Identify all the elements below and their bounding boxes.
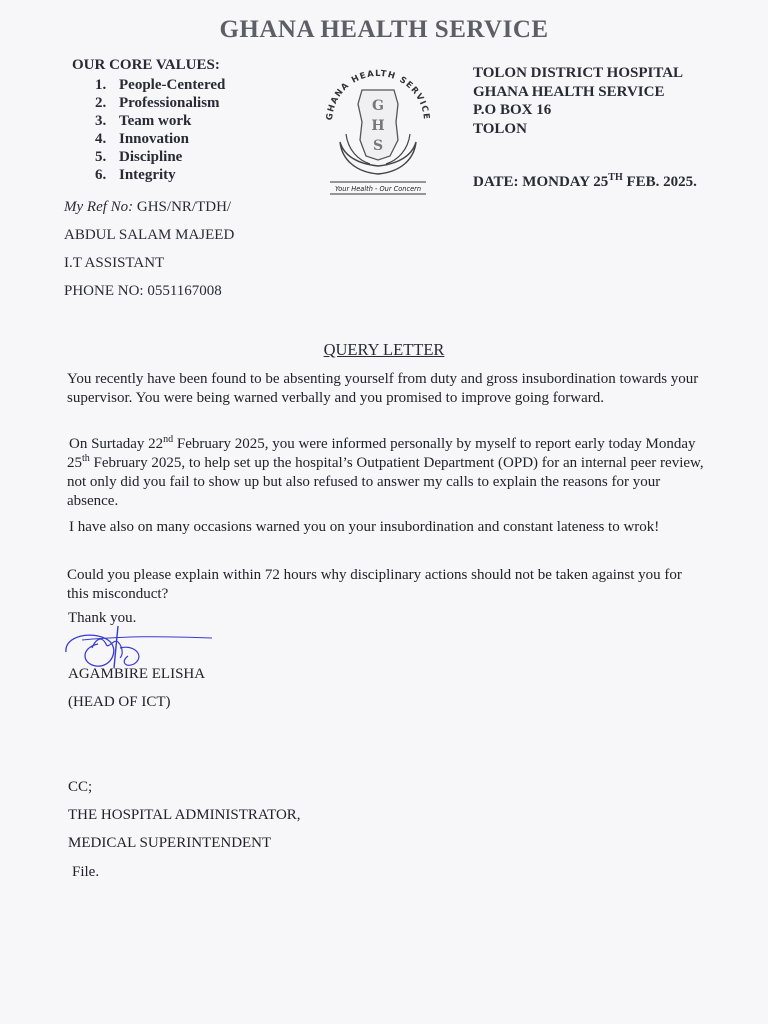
core-value-item: 6. Integrity	[95, 167, 176, 183]
hospital-address	[473, 64, 683, 138]
recipient-title: I.T ASSISTANT	[64, 255, 165, 271]
core-value-item: 3. Team work	[95, 113, 192, 129]
cc-recipient: File.	[72, 864, 100, 880]
cc-recipient: MEDICAL SUPERINTENDENT	[68, 835, 272, 851]
core-value-item: 1. People-Centered	[95, 77, 226, 93]
core-value-item: 2. Professionalism	[95, 95, 220, 111]
address-line: GHANA HEALTH SERVICE	[473, 83, 665, 100]
organization-title: GHANA HEALTH SERVICE	[219, 16, 549, 43]
signatory-name: AGAMBIRE ELISHA	[68, 666, 206, 682]
core-value-item: 4. Innovation	[95, 131, 190, 147]
body-paragraph: On Surtaday 22nd February 2025, you were informed personally by myself to report early today Monday 25th February 2025, to help set up the hospital’s Outpatient Department (OPD) for an internal peer review, not only did you fail to show up but also refused to answer my calls to explain the reasons for your absence.	[67, 434, 704, 509]
reference-number: My Ref No: GHS/NR/TDH/	[64, 199, 232, 215]
recipient-phone: PHONE NO: 0551167008	[64, 283, 222, 299]
body-paragraph: I have also on many occasions warned you on your insubordination and constant lateness to wrok!	[69, 519, 660, 535]
closing-line: Thank you.	[68, 610, 137, 626]
letter-subject: QUERY LETTER	[323, 340, 445, 359]
address-line: TOLON	[473, 120, 527, 137]
address-line: TOLON DISTRICT HOSPITAL	[473, 65, 684, 81]
ghs-logo-icon	[318, 60, 438, 198]
logo-motto: Your Health - Our Concern	[334, 185, 422, 193]
core-values-list	[95, 76, 225, 184]
signatory-role: (HEAD OF ICT)	[68, 694, 171, 710]
core-value-item: 5. Discipline	[95, 149, 183, 165]
cc-label: CC;	[68, 779, 93, 795]
letter-date: DATE: MONDAY 25TH FEB. 2025.	[473, 172, 697, 190]
recipient-name: ABDUL SALAM MAJEED	[64, 227, 235, 243]
address-line: P.O BOX 16	[473, 102, 552, 118]
svg-text:S: S	[372, 138, 384, 154]
core-values-heading: OUR CORE VALUES:	[72, 57, 220, 73]
logo-arc-text: GHANA HEALTH SERVICE	[324, 68, 432, 121]
body-paragraph: You recently have been found to be absenting yourself from duty and gross insubordination towards your supervisor. You were being warned verbally and you promised to improve going forward.	[67, 371, 699, 406]
cc-recipient: THE HOSPITAL ADMINISTRATOR,	[68, 807, 301, 823]
svg-text:G: G	[372, 98, 384, 114]
body-paragraph: Could you please explain within 72 hours why disciplinary actions should not be taken against you for this misconduct?	[67, 567, 682, 602]
svg-text:H: H	[371, 118, 385, 134]
